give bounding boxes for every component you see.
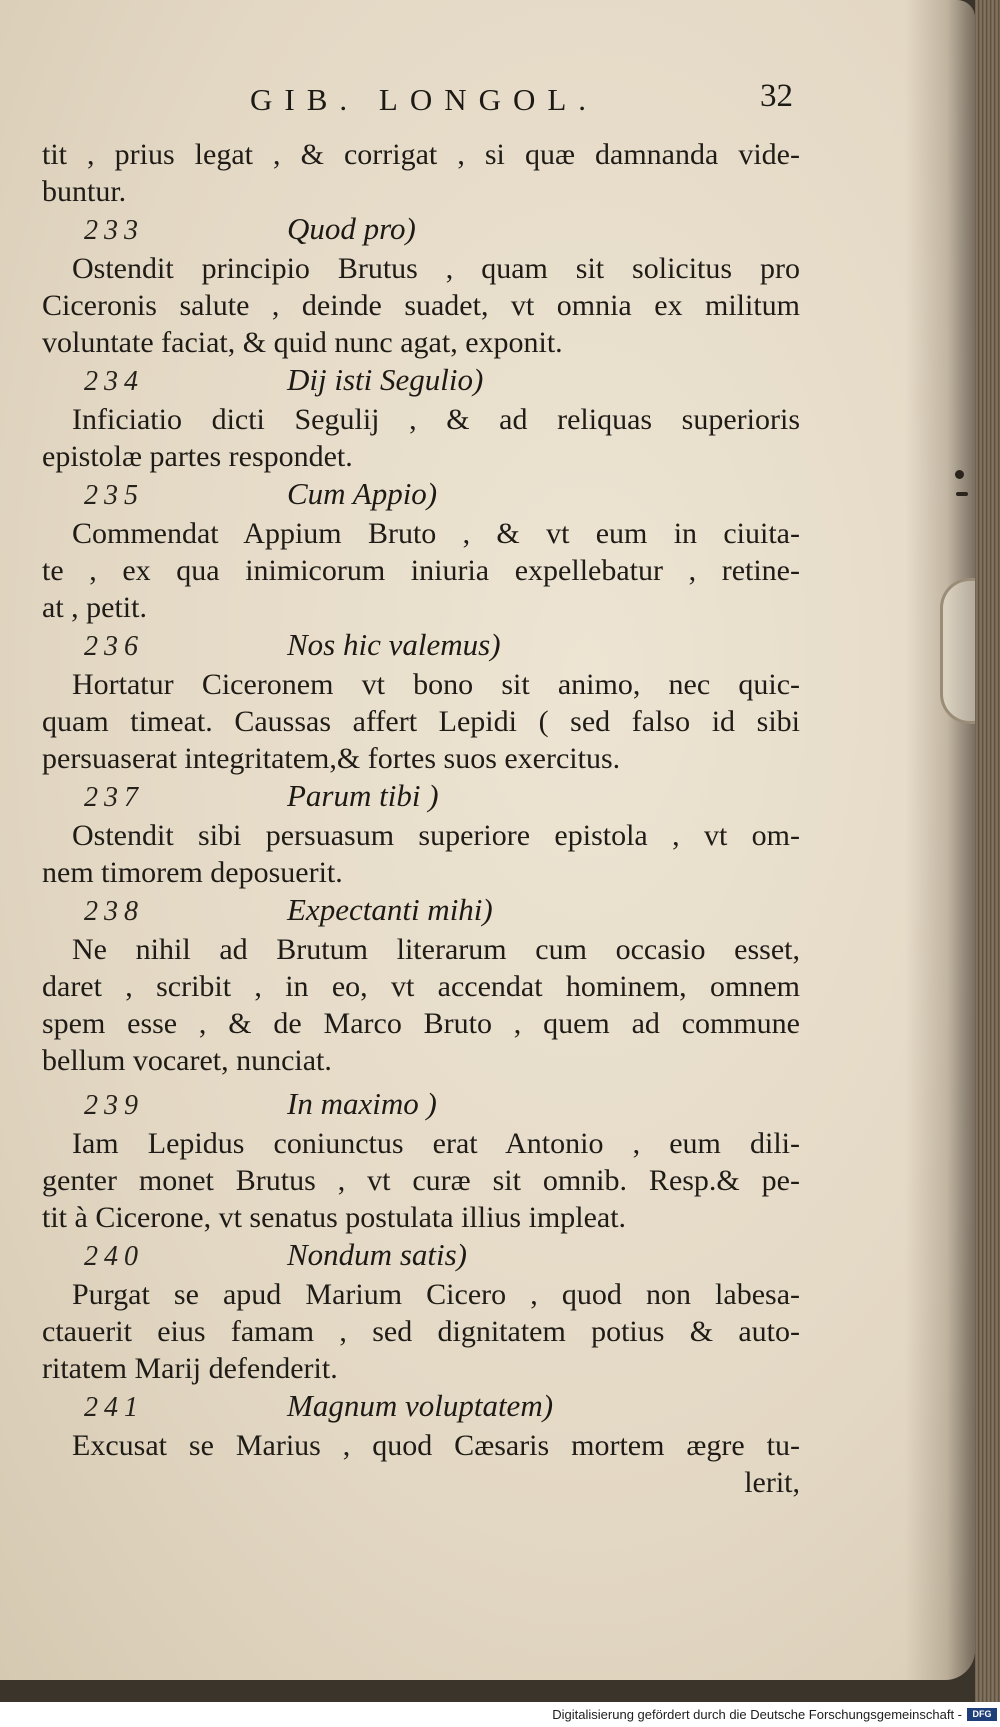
footer-credit: Digitalisierung gefördert durch die Deutsche Forschungsgemeinschaft - — [552, 1707, 962, 1722]
text-line: ctauerit eius famam , sed dignitatem potius & auto- — [42, 1315, 800, 1348]
entry-number: 241 — [84, 1392, 144, 1423]
text-line: genter monet Brutus , vt curæ sit omnib. Resp.& pe- — [42, 1164, 800, 1197]
entry-number: 234 — [84, 366, 144, 397]
text-line: at , petit. — [42, 591, 147, 624]
entry-lemma: Cum Appio) — [287, 476, 438, 511]
entry-heading — [42, 475, 800, 515]
text-line: Inficiatio dicti Segulij , & ad reliquas superioris — [72, 403, 800, 436]
page-number: 32 — [760, 78, 793, 114]
running-head: GIB. LONGOL. — [250, 82, 599, 117]
entry-heading — [42, 210, 800, 250]
entry-lemma: Magnum voluptatem) — [287, 1388, 554, 1423]
book-edge — [975, 0, 1000, 1727]
text-line: te , ex qua inimicorum iniuria expellebatur , retine- — [42, 554, 800, 587]
dfg-logo: DFG — [967, 1708, 997, 1721]
page-tab-marker — [940, 578, 975, 724]
entry-lemma: Nos hic valemus) — [287, 627, 501, 662]
entry-lemma: In maximo ) — [287, 1086, 437, 1121]
text-line: lerit, — [744, 1466, 800, 1499]
text-line: persuaserat integritatem,& fortes suos exercitus. — [42, 742, 621, 775]
entry-heading — [42, 891, 800, 931]
text-line: Purgat se apud Marium Cicero , quod non labesa- — [72, 1278, 800, 1311]
text-line: tit à Cicerone, vt senatus postulata illius impleat. — [42, 1201, 627, 1234]
entry-number: 236 — [84, 631, 144, 662]
text-line: quam timeat. Caussas affert Lepidi ( sed falso id sibi — [42, 705, 800, 738]
text-line: ritatem Marij defenderit. — [42, 1352, 338, 1385]
entry-number: 235 — [84, 480, 144, 511]
entry-number: 233 — [84, 215, 144, 246]
entry-lemma: Dij isti Segulio) — [287, 362, 484, 397]
page-gutter-shadow — [905, 0, 975, 1680]
text-line: tit , prius legat , & corrigat , si quæ damnanda vide- — [42, 138, 800, 171]
entry-lemma: Nondum satis) — [287, 1237, 467, 1272]
text-line: nem timorem deposuerit. — [42, 856, 343, 889]
text-line: Hortatur Ciceronem vt bono sit animo, nec quic- — [72, 668, 800, 701]
text-line: Iam Lepidus coniunctus erat Antonio , eum dili- — [72, 1127, 800, 1160]
entry-lemma: Parum tibi ) — [287, 778, 439, 813]
entry-heading — [42, 1236, 800, 1276]
entry-heading — [42, 1387, 800, 1427]
entry-heading — [42, 777, 800, 817]
page-body — [42, 136, 800, 1501]
entry-number: 238 — [84, 896, 144, 927]
entry-number: 237 — [84, 782, 144, 813]
entry-heading — [42, 626, 800, 666]
entry-heading — [42, 361, 800, 401]
text-line: daret , scribit , in eo, vt accendat hominem, omnem — [42, 970, 800, 1003]
entry-number: 239 — [84, 1090, 144, 1121]
text-line: spem esse , & de Marco Bruto , quem ad commune — [42, 1007, 800, 1040]
text-line: Excusat se Marius , quod Cæsaris mortem ægre tu- — [72, 1429, 800, 1462]
entry-number: 240 — [84, 1241, 144, 1272]
ink-spot — [955, 470, 964, 479]
text-line: bellum vocaret, nunciat. — [42, 1044, 332, 1077]
text-line: Commendat Appium Bruto , & vt eum in ciuita- — [72, 517, 800, 550]
text-line: Ostendit principio Brutus , quam sit solicitus pro — [72, 252, 800, 285]
entry-lemma: Expectanti mihi) — [287, 892, 493, 927]
ink-spot — [956, 492, 968, 496]
text-line: Ne nihil ad Brutum literarum cum occasio esset, — [72, 933, 800, 966]
text-line: Ostendit sibi persuasum superiore epistola , vt om- — [72, 819, 800, 852]
text-line: buntur. — [42, 175, 127, 208]
entry-lemma: Quod pro) — [287, 211, 416, 246]
text-line: voluntate faciat, & quid nunc agat, exponit. — [42, 326, 563, 359]
entry-heading — [42, 1085, 800, 1125]
footer-bar — [0, 1702, 1000, 1727]
text-line: epistolæ partes respondet. — [42, 440, 353, 473]
text-line: Ciceronis salute , deinde suadet, vt omnia ex militum — [42, 289, 800, 322]
